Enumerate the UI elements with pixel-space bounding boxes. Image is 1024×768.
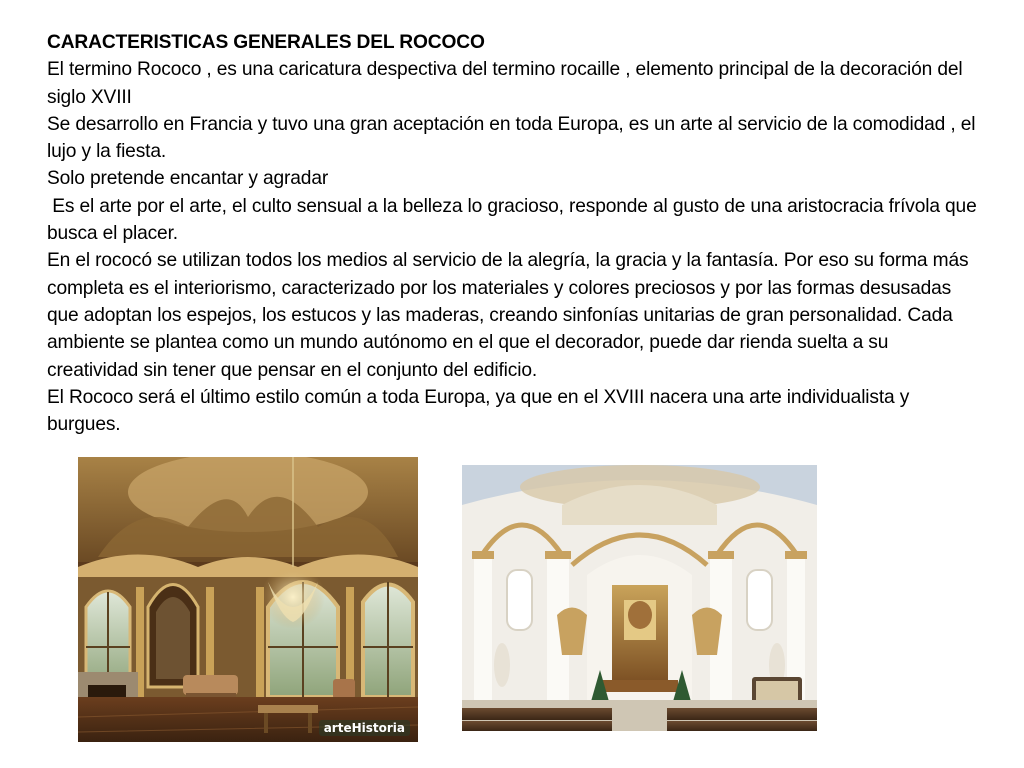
slide-title: CARACTERISTICAS GENERALES DEL ROCOCO bbox=[47, 32, 485, 53]
slide-text bbox=[47, 29, 982, 438]
rococo-church-illustration bbox=[462, 465, 817, 731]
paragraph-2: Se desarrollo en Francia y tuvo una gran aceptación en toda Europa, es un arte al servicio de la comodidad , el lujo y la fiesta. bbox=[47, 113, 976, 163]
artehistoria-watermark: arteHistoria bbox=[319, 720, 410, 736]
rococo-salon-illustration bbox=[78, 457, 418, 742]
paragraph-1: El termino Rococo , es una caricatura despectiva del termino rocaille , elemento principal de la decoración del siglo XVIII bbox=[47, 59, 963, 108]
paragraph-5: En el rococó se utilizan todos los medios al servicio de la alegría, la gracia y la fantasía. Por eso su forma más completa es el interiorismo, caracterizado por los materiales y colores preciosos y por las formas desusadas que adoptan los espejos, los estucos y las maderas, creando sinfonías unitarias de gran personalidad. Cada ambiente se plantea como un mundo autónomo en el que el decorador, puede dar rienda suelta a su creatividad sin tener que pensar en el conjunto del edificio. bbox=[47, 250, 969, 381]
paragraph-4: Es el arte por el arte, el culto sensual a la belleza lo gracioso, responde al gusto de una aristocracia frívola que busca el placer. bbox=[47, 195, 982, 245]
rococo-salon-photo bbox=[78, 457, 418, 742]
rococo-church-photo bbox=[462, 465, 817, 731]
paragraph-3: Solo pretende encantar y agradar bbox=[47, 168, 329, 190]
paragraph-6: El Rococo será el último estilo común a toda Europa, ya que en el XVIII nacera una arte individualista y burgues. bbox=[47, 386, 910, 436]
